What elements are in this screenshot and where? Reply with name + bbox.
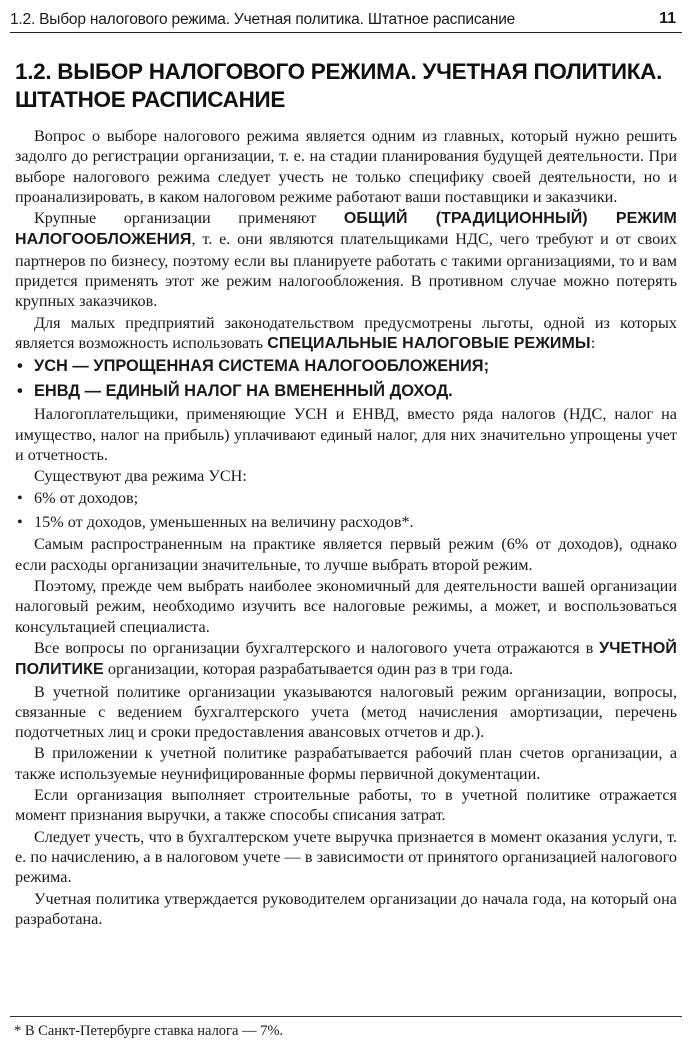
list-item [15,510,677,534]
body-text [15,126,677,929]
paragraph-4: Налогоплательщики, применяющие УСН и ЕНВД, вместо ряда налогов (НДС, налог на имущество, налог на прибыль) уплачивают единый налог, для них значительно упрощены учет и отчетность. [15,405,677,464]
bullet-icon: • [17,489,23,508]
accounting-policy-term: УЧЕТНОЙ ПОЛИТИКЕ [15,639,677,679]
list-item-text: ЕНВД — ЕДИНЫЙ НАЛОГ НА ВМЕНЕННЫЙ ДОХОД. [34,382,453,401]
general-regime-term: ОБЩИЙ (ТРАДИЦИОННЫЙ) РЕЖИМ НАЛОГООБЛОЖЕНИЯ [15,210,677,249]
paragraph-10: В приложении к учетной политике разрабатывается рабочий план счетов организации, а также используемые неунифицированные формы первичной документации. [15,744,677,783]
usn-modes-list [15,486,677,534]
paragraph-8-lead: Все вопросы по организации бухгалтерского и налогового учета отражаются в [34,638,600,657]
paragraph-3-rest: : [590,333,596,352]
list-item-text: 15% от доходов, уменьшенных на величину расходов*. [34,513,414,532]
section-heading [15,58,677,114]
list-item [15,354,677,379]
section-heading-line-2: ШТАТНОЕ РАСПИСАНИЕ [15,87,286,112]
bullet-icon: • [17,513,23,532]
paragraph-5: Существуют два режима УСН: [34,467,247,486]
paragraph-12: Следует учесть, что в бухгалтерском учете выручка признается в момент оказания услуги, т. е. по начислению, а в налоговом учете — в зависимости от принятого организацией налогового режима. [15,827,677,887]
paragraph-8 [15,638,677,681]
list-item-text: УСН — УПРОЩЕННАЯ СИСТЕМА НАЛОГООБЛОЖЕНИЯ; [34,357,490,376]
paragraph-2-lead: Крупные организации применяют [34,209,344,228]
list-item [15,379,677,404]
page-number: 11 [659,10,676,27]
special-regimes-term: СПЕЦИАЛЬНЫЕ НАЛОГОВЫЕ РЕЖИМЫ [267,334,591,352]
paragraph-6: Самым распространенным на практике является первый режим (6% от доходов), однако если расходы организации значительные, то лучше выбрать второй режим. [15,535,677,574]
section-heading-line-1: 1.2. ВЫБОР НАЛОГОВОГО РЕЖИМА. УЧЕТНАЯ ПОЛИТИКА. [15,59,663,84]
bullet-icon: • [17,357,23,376]
footnote-text: * В Санкт-Петербурге ставка налога — 7%. [14,1023,284,1039]
list-item [15,486,677,510]
paragraph-3-lead: Для малых предприятий законодательством предусмотрены льготы, одной из которых является возможность использовать [15,313,677,352]
paragraph-9: В учетной политике организации указываются налоговый режим организации, вопросы, связанные с ведением бухгалтерского учета (метод начисления амортизации, перечень подотчетных лиц и сроки предоставления авансовых отчетов и др.). [15,682,677,742]
running-header-title: 1.2. Выбор налогового режима. Учетная политика. Штатное расписание [10,11,516,28]
paragraph-8-rest: организации, которая разрабатывается один раз в три года. [103,660,514,679]
paragraph-13: Учетная политика утверждается руководителем организации до начала года, на который она разработана. [15,889,677,928]
running-header [10,8,682,33]
bullet-icon: • [17,382,23,401]
paragraph-3 [15,313,677,355]
page-content [15,58,677,929]
list-item-text: 6% от доходов; [34,489,139,508]
special-regimes-list [15,354,677,404]
paragraph-2 [15,208,677,311]
paragraph-7: Поэтому, прежде чем выбрать наиболее экономичный для деятельности вашей организации налоговый режим, необходимо изучить все налоговые режимы, а может, и воспользоваться консультацией специалиста. [15,577,677,636]
paragraph-2-rest: , т. е. они являются плательщиками НДС, чего требуют и от своих партнеров по бизнесу, поэтому если вы планируете работать с такими организациями, то и вам придется применять этот же режим налогообложения. В противном случае можно потерять крупных заказчиков. [15,230,677,311]
paragraph-11: Если организация выполняет строительные работы, то в учетной политике отражается момент признания выручки, а также способы списания затрат. [15,786,677,825]
paragraph-1: Вопрос о выборе налогового режима является одним из главных, который нужно решить задолго до регистрации организации, т. е. на стадии планирования будущей деятельности. При выборе налогового режима следует учесть не только специфику своей деятельности, но и проанализировать, в каком налоговом режиме работают ваши поставщики и заказчики. [15,127,677,206]
footnote [10,1016,682,1040]
